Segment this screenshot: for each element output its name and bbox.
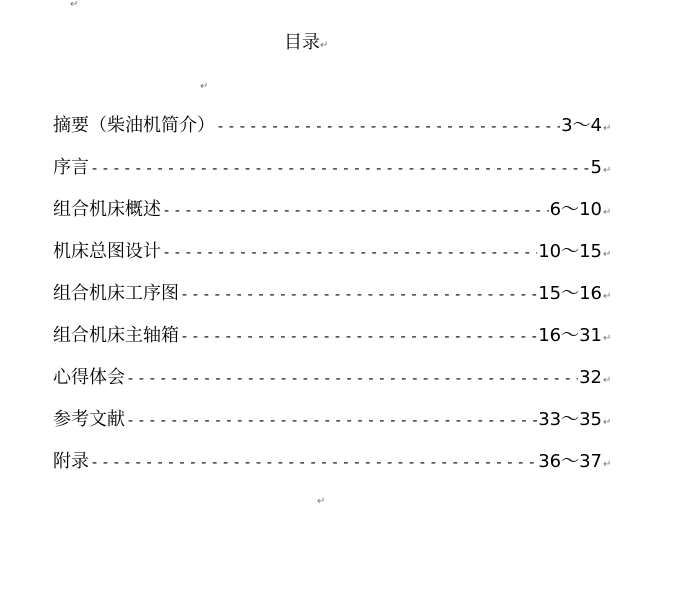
paragraph-mark-icon: ↵ (317, 496, 326, 507)
paragraph-mark-icon: ↵ (603, 417, 612, 428)
paragraph-mark-icon: ↵ (603, 207, 612, 218)
toc-leader-dashes (162, 239, 537, 265)
toc-entry-label: 组合机床主轴箱 (53, 325, 179, 346)
toc-entry-pages: 16～31 (538, 325, 602, 346)
toc-entry-label: 心得体会 (53, 367, 125, 388)
toc-entry-spindle-box[interactable] (53, 323, 613, 365)
toc-entry-label: 摘要（柴油机简介） (53, 115, 215, 136)
toc-entry-pages: 15～16 (538, 283, 602, 304)
toc-entry-pages: 10～15 (538, 241, 602, 262)
paragraph-mark-icon: ↵ (200, 81, 209, 92)
table-of-contents (53, 113, 613, 491)
toc-leader-dashes (162, 197, 549, 223)
toc-leader-dashes (90, 155, 590, 181)
paragraph-mark-icon: ↵ (603, 249, 612, 260)
toc-leader-dashes (126, 407, 537, 433)
toc-entry-pages: 3～4 (561, 115, 602, 136)
toc-leader-dashes (216, 113, 560, 139)
toc-entry-reflections[interactable] (53, 365, 613, 407)
toc-leader-dashes (180, 281, 537, 307)
paragraph-mark-icon: ↵ (603, 333, 612, 344)
toc-entry-preface[interactable] (53, 155, 613, 197)
toc-leader-dashes (90, 449, 537, 475)
toc-entry-pages: 5 (590, 157, 602, 178)
paragraph-mark-icon: ↵ (603, 123, 612, 134)
paragraph-mark-icon: ↵ (603, 459, 612, 470)
toc-entry-label: 机床总图设计 (53, 241, 161, 262)
toc-leader-dashes (126, 365, 578, 391)
toc-entry-process-drawing[interactable] (53, 281, 613, 323)
toc-entry-pages: 32 (579, 367, 602, 388)
page-title (284, 32, 328, 57)
toc-entry-pages: 36～37 (538, 451, 602, 472)
paragraph-mark-icon: ↵ (603, 291, 612, 302)
paragraph-mark-icon: ↵ (320, 40, 329, 51)
toc-entry-references[interactable] (53, 407, 613, 449)
toc-entry-general-design[interactable] (53, 239, 613, 281)
toc-entry-label: 组合机床工序图 (53, 283, 179, 304)
toc-entry-label: 参考文献 (53, 409, 125, 430)
toc-entry-pages: 33～35 (538, 409, 602, 430)
toc-leader-dashes (180, 323, 537, 349)
toc-entry-label: 附录 (53, 451, 89, 472)
toc-entry-pages: 6～10 (549, 199, 602, 220)
paragraph-mark-icon: ↵ (70, 0, 79, 10)
toc-entry-appendix[interactable] (53, 449, 613, 491)
toc-entry-label: 组合机床概述 (53, 199, 161, 220)
toc-entry-overview[interactable] (53, 197, 613, 239)
title-text: 目录 (284, 32, 320, 53)
toc-entry-abstract[interactable] (53, 113, 613, 155)
paragraph-mark-icon: ↵ (603, 375, 612, 386)
paragraph-mark-icon: ↵ (603, 165, 612, 176)
toc-entry-label: 序言 (53, 157, 89, 178)
